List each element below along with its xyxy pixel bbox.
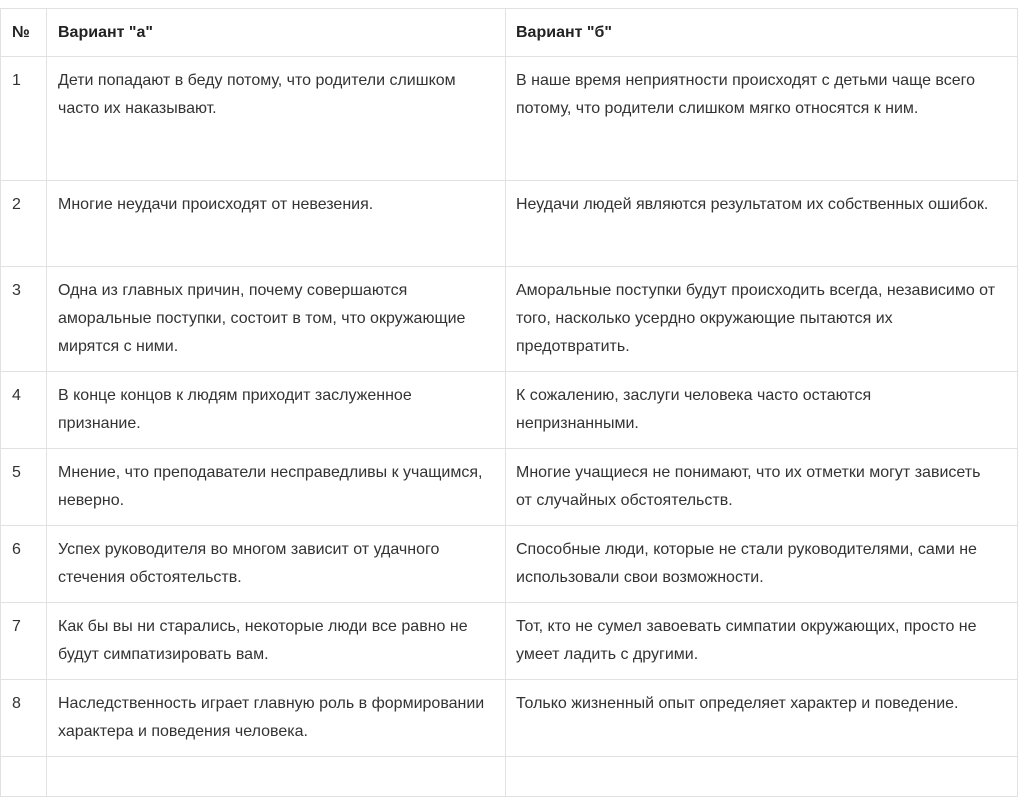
- table-row: [1, 372, 1018, 449]
- table-row-partial: [1, 757, 1018, 797]
- row-number: 1: [1, 57, 47, 181]
- variant-a-text: Многие неудачи происходят от невезения.: [47, 181, 506, 267]
- variant-a-empty: [47, 757, 506, 797]
- variant-a-text: Мнение, что преподаватели несправедливы к учащимся, неверно.: [47, 449, 506, 526]
- variant-a-text: Успех руководителя во многом зависит от удачного стечения обстоятельств.: [47, 526, 506, 603]
- row-number-empty: [1, 757, 47, 797]
- header-number: №: [1, 9, 47, 57]
- header-variant-b: Вариант "б": [506, 9, 1018, 57]
- row-number: 7: [1, 603, 47, 680]
- row-number: 2: [1, 181, 47, 267]
- variant-b-text: Неудачи людей являются результатом их собственных ошибок.: [506, 181, 1018, 267]
- variant-a-text: Одна из главных причин, почему совершаются аморальные поступки, состоит в том, что окружающие мирятся с ними.: [47, 267, 506, 372]
- table-header-row: [1, 9, 1018, 57]
- variant-b-text: К сожалению, заслуги человека часто остаются непризнанными.: [506, 372, 1018, 449]
- table-row: [1, 603, 1018, 680]
- row-number: 8: [1, 680, 47, 757]
- table-row: [1, 526, 1018, 603]
- table-row: [1, 449, 1018, 526]
- variant-b-text: Тот, кто не сумел завоевать симпатии окружающих, просто не умеет ладить с другими.: [506, 603, 1018, 680]
- row-number: 5: [1, 449, 47, 526]
- variant-b-text: Способные люди, которые не стали руководителями, сами не использовали свои возможности.: [506, 526, 1018, 603]
- variant-b-text: Только жизненный опыт определяет характер и поведение.: [506, 680, 1018, 757]
- variant-a-text: В конце концов к людям приходит заслуженное признание.: [47, 372, 506, 449]
- table-row: [1, 680, 1018, 757]
- variant-b-empty: [506, 757, 1018, 797]
- table-row: [1, 57, 1018, 181]
- variant-b-text: Аморальные поступки будут происходить всегда, независимо от того, насколько усердно окружающие пытаются их предотвратить.: [506, 267, 1018, 372]
- header-variant-a: Вариант "а": [47, 9, 506, 57]
- table-row: [1, 181, 1018, 267]
- variant-a-text: Наследственность играет главную роль в формировании характера и поведения человека.: [47, 680, 506, 757]
- table-row: [1, 267, 1018, 372]
- variant-a-text: Дети попадают в беду потому, что родители слишком часто их наказывают.: [47, 57, 506, 181]
- row-number: 4: [1, 372, 47, 449]
- variant-b-text: Многие учащиеся не понимают, что их отметки могут зависеть от случайных обстоятельств.: [506, 449, 1018, 526]
- variant-a-text: Как бы вы ни старались, некоторые люди все равно не будут симпатизировать вам.: [47, 603, 506, 680]
- variant-b-text: В наше время неприятности происходят с детьми чаще всего потому, что родители слишком мягко относятся к ним.: [506, 57, 1018, 181]
- questionnaire-table: [0, 8, 1018, 797]
- row-number: 3: [1, 267, 47, 372]
- row-number: 6: [1, 526, 47, 603]
